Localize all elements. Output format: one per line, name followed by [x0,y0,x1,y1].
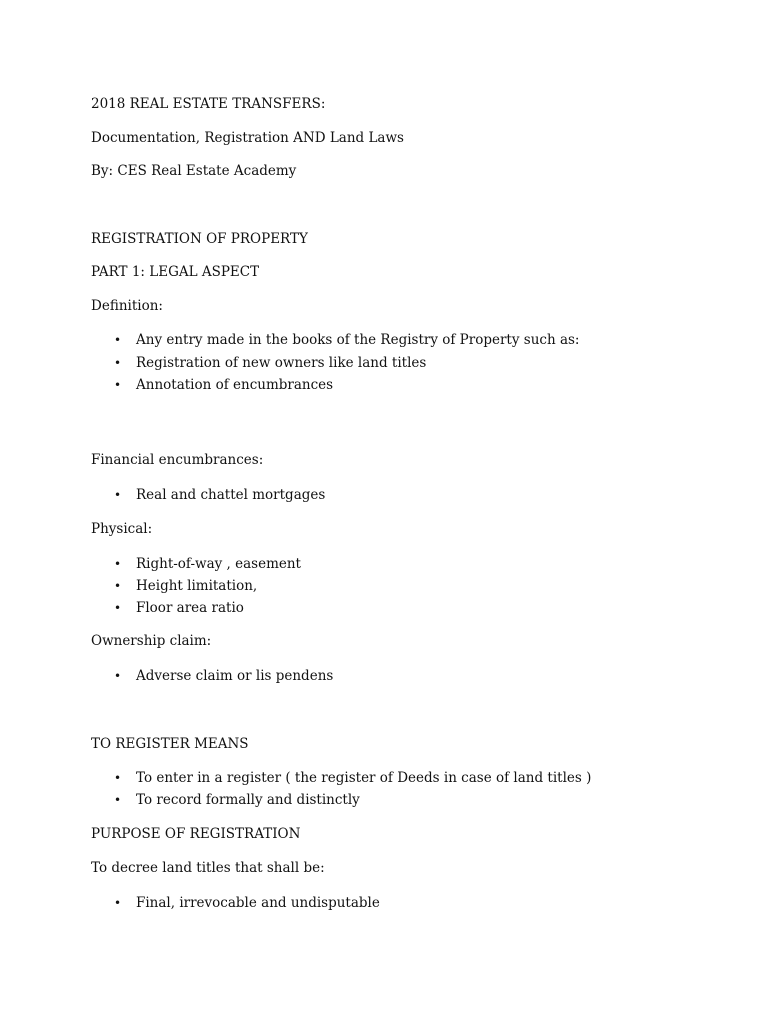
list-item [114,599,244,617]
purpose-intro: To decree land titles that shall be: [91,860,325,876]
list-item-text: Height limitation, [136,578,258,594]
list-item-text: Any entry made in the books of the Registry of Property such as: [136,332,580,348]
financial-label: Financial encumbrances: [91,452,264,468]
document-subtitle: Documentation, Registration AND Land Laws [91,130,404,146]
document-author: By: CES Real Estate Academy [91,163,297,179]
list-item [114,354,426,372]
list-item [114,667,333,685]
list-item [114,331,579,349]
document-title: 2018 REAL ESTATE TRANSFERS: [91,96,326,112]
list-item-text: Final, irrevocable and undisputable [136,895,380,911]
ownership-label: Ownership claim: [91,633,212,649]
list-item-text: Annotation of encumbrances [136,377,334,393]
bullet-icon: • [114,378,122,392]
list-item [114,376,333,394]
bullet-icon: • [114,557,122,571]
list-item-text: Adverse claim or lis pendens [136,668,334,684]
list-item-text: Real and chattel mortgages [136,487,326,503]
definition-label: Definition: [91,298,163,314]
bullet-icon: • [114,579,122,593]
bullet-icon: • [114,333,122,347]
list-item-text: To enter in a register ( the register of Deeds in case of land titles ) [136,770,592,786]
list-item [114,577,257,595]
list-item [114,791,360,809]
bullet-icon: • [114,896,122,910]
list-item-text: Floor area ratio [136,600,244,616]
to-register-heading: TO REGISTER MEANS [91,736,249,752]
list-item [114,486,325,504]
part-heading: PART 1: LEGAL ASPECT [91,264,260,280]
list-item-text: To record formally and distinctly [136,792,360,808]
bullet-icon: • [114,601,122,615]
list-item-text: Right-of-way , easement [136,556,301,572]
physical-label: Physical: [91,521,153,537]
list-item [114,769,591,787]
section-heading-registration: REGISTRATION OF PROPERTY [91,231,308,247]
bullet-icon: • [114,488,122,502]
bullet-icon: • [114,771,122,785]
list-item [114,555,301,573]
bullet-icon: • [114,356,122,370]
list-item-text: Registration of new owners like land titles [136,355,427,371]
list-item [114,894,380,912]
bullet-icon: • [114,793,122,807]
purpose-heading: PURPOSE OF REGISTRATION [91,826,301,842]
bullet-icon: • [114,669,122,683]
